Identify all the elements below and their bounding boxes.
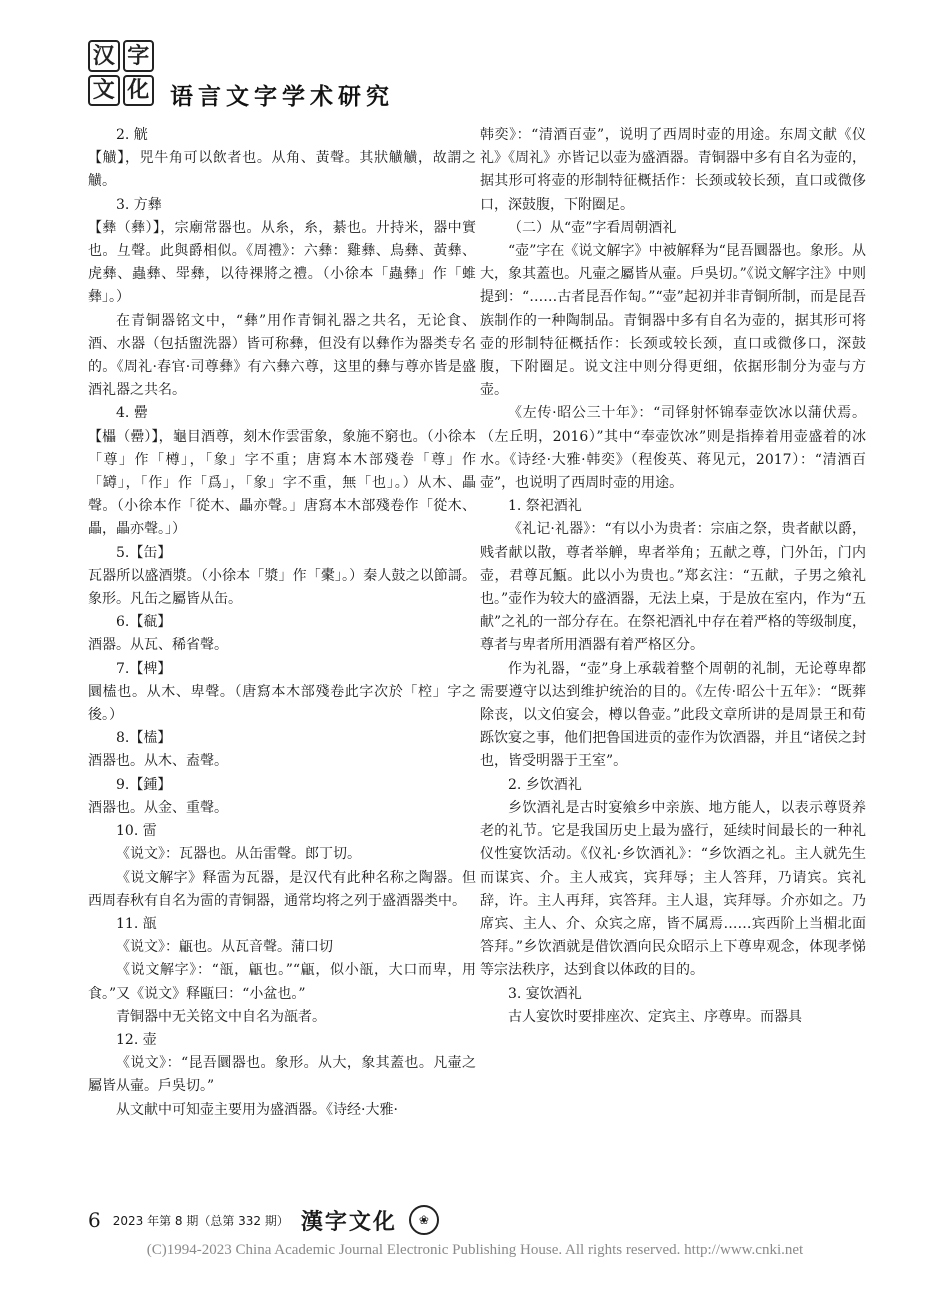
- page-header: [88, 40, 868, 110]
- paragraph: 酒器。从瓦、稀省聲。: [88, 637, 228, 654]
- paragraph: 【觵】，兕牛角可以飲者也。从角、黃聲。其狀觵觵，故謂之觵。: [88, 150, 476, 190]
- paragraph: “壶”字在《说文解字》中被解释为“昆吾圜器也。象形。从大，象其蓋也。凡壷之屬皆从壷。戶吳切。”《说文解字注》中则提到：“……古者昆吾作匋。”“壶”起初并非青铜所制，而是昆吾族制作的一种陶制品。青铜器中多有自名为壶的，据其形可将壶的形制特征概括作：长颈或较长颈，直口或微侈口，深鼓腹，下附圈足。说文注中则分得更细，依据形制分为壶与方壶。: [480, 243, 866, 399]
- paragraph: 酒器也。从金、重聲。: [88, 799, 228, 816]
- paragraph: 乡饮酒礼是古时宴飨乡中亲族、地方能人，以表示尊贤养老的礼节。它是我国历史上最为盛行，延续时间最长的一种礼仪性宴饮活动。《仪礼·乡饮酒礼》：“乡饮酒之礼。主人就先生而谋宾、介。主人戒宾，宾拜辱；主人答拜，乃请宾。宾礼辞，许。主人再拜，宾答拜。主人退，宾拜辱。介亦如之。乃席宾、主人、介、众宾之席，皆不属焉……宾西阶上当楣北面答拜。”乡饮酒就是借饮酒向民众昭示上下尊卑观念，体现孝悌等宗法秩序，达到食以体政的目的。: [480, 799, 866, 979]
- paragraph: 【彝（彝）】，宗廟常器也。从糸，糸，綦也。廾持米，器中實也。彑聲。此與爵相似。《周禮》：六彝：雞彝、鳥彝、黃彝、虎彝、蟲彝、斝彝，以待祼將之禮。（小徐本「蟲彝」作「蜼彝」。）: [88, 219, 476, 306]
- logo-char: 化: [123, 75, 155, 107]
- subheading: 4. 罍: [116, 405, 148, 422]
- subheading: 8.【榼】: [116, 730, 172, 747]
- subheading: 10. 䨓: [116, 823, 157, 840]
- paragraph: 酒器也。从木、盍聲。: [88, 753, 228, 770]
- issue-info: 2023 年第 8 期（总第 332 期）: [112, 1213, 289, 1228]
- subheading: 3. 方彝: [116, 196, 162, 213]
- paragraph: 古人宴饮时要排座次、定宾主、序尊卑。而器具: [508, 1008, 802, 1025]
- paragraph: 作为礼器，“壶”身上承载着整个周朝的礼制，无论尊卑都需要遵守以达到维护统治的目的。《左传·昭公十五年》：“既葬除丧，以文伯宴会，樽以鲁壶。”此段文章所讲的是周景王和荀跞饮宴之事，他们把鲁国进贡的壶作为饮酒器，并且“诸侯之封也，皆受明器于王室”。: [480, 660, 866, 770]
- paragraph: 【櫑（罍）】，龜目酒尊，刻木作雲雷象，象施不窮也。（小徐本「尊」作「樽」，「象」字不重；唐寫本木部殘卷「尊」作「罇」，「作」作「爲」，「象」字不重，無「也」。）从木、畾聲。（小徐本作「從木、畾亦聲。」唐寫本木部殘卷作「從木、畾，畾亦聲。」）: [88, 428, 476, 538]
- paragraph: 韩奕》：“清酒百壶”，说明了西周时壶的用途。东周文献《仪礼》《周礼》亦皆记以壶为盛酒器。青铜器中多有自名为壶的，据其形可将壶的形制特征概括作：长颈或较长颈，直口或微侈口，深鼓腹，下附圈足。: [480, 127, 866, 213]
- journal-name: 漢字文化: [300, 1209, 397, 1235]
- logo-char: 汉: [88, 40, 120, 72]
- subheading: 12. 壶: [116, 1031, 157, 1048]
- subheading: 6.【瓻】: [116, 614, 172, 631]
- paragraph: 《礼记·礼器》：“有以小为贵者：宗庙之祭，贵者献以爵，贱者献以散，尊者举觯，卑者举角；五献之尊，门外缶，门内壶，君尊瓦甒。此以小为贵也。”郑玄注：“五献，子男之飨礼也。”壶作为较大的盛酒器，无法上桌，于是放在室内，作为“五献”之礼的一部分存在。在祭祀酒礼中存在着严格的等级制度，尊者与卑者所用酒器有着严格区分。: [480, 521, 866, 654]
- right-column: [480, 124, 866, 1029]
- left-column: [88, 124, 476, 1122]
- copyright-line: (C)1994-2023 China Academic Journal Electronic Publishing House. All rights reserved. http://www.cnki.net: [146, 1242, 804, 1258]
- subheading: 9.【鍾】: [116, 776, 172, 793]
- paragraph: 从文献中可知壶主要用为盛酒器。《诗经·大雅·: [116, 1101, 398, 1118]
- page-footer: [88, 1205, 439, 1235]
- paragraph: 在青铜器铭文中，“彝”用作青铜礼器之共名，无论食、酒、水器（包括盥洗器）皆可称彝，但没有以彝作为器类专名的。《周礼·春官·司尊彝》有六彝六尊，这里的彝与尊亦皆是盛酒礼器之共名。: [88, 312, 476, 399]
- subheading: 2. 觥: [116, 127, 148, 143]
- paragraph: 瓦器所以盛酒漿。（小徐本「漿」作「㯻」。）秦人鼓之以節謌。象形。凡缶之屬皆从缶。: [88, 567, 476, 608]
- subheading: 3. 宴饮酒礼: [508, 985, 582, 1002]
- logo-char: 字: [123, 40, 155, 72]
- subheading: 5.【缶】: [116, 544, 172, 561]
- paragraph: 《说文》：甂也。从瓦音聲。蒲口切: [116, 939, 333, 956]
- subheading: 11. 瓿: [116, 915, 157, 932]
- paragraph: 《左传·昭公三十年》：“司铎射怀锦奉壶饮冰以蒲伏焉。（左丘明，2016）”其中“奉壶饮冰”则是指捧着用壶盛着的冰水。《诗经·大雅·韩奕》（程俊英、蒋见元，2017）：“清酒百壶”，也说明了西周时壶的用途。: [480, 405, 866, 492]
- subheading: 2. 乡饮酒礼: [508, 776, 582, 793]
- paragraph: 《说文》：“昆吾圜器也。象形。从大，象其蓋也。凡壷之屬皆从壷。戶吳切。”: [88, 1055, 476, 1095]
- page-number: 6: [88, 1208, 101, 1232]
- subheading: 7.【椑】: [116, 660, 172, 677]
- logo-char: 文: [88, 75, 120, 107]
- section-title: 语言文字学术研究: [170, 84, 394, 110]
- paragraph: 青铜器中无关铭文中自名为瓿者。: [116, 1008, 326, 1025]
- paragraph: 《说文解字》：“瓿，甂也。”“甂，似小瓿，大口而卑，用食。”又《说文》释甌曰：“小盆也。”: [88, 962, 476, 1002]
- paragraph: 《说文》：瓦器也。从缶雷聲。郎丁切。: [116, 846, 361, 863]
- journal-logo-icon: [88, 40, 154, 106]
- paragraph: 《说文解字》释䨓为瓦器，是汉代有此种名称之陶器。但西周春秋有自名为䨓的青铜器，通常均将之列于盛酒器类中。: [88, 869, 476, 909]
- journal-emblem-icon: ❀: [409, 1205, 439, 1235]
- paragraph: 圜榼也。从木、卑聲。（唐寫本木部殘卷此字次於「椌」字之後。）: [88, 683, 476, 724]
- paragraph: （二）从“壶”字看周朝酒礼: [508, 219, 677, 236]
- subheading: 1. 祭祀酒礼: [508, 498, 582, 515]
